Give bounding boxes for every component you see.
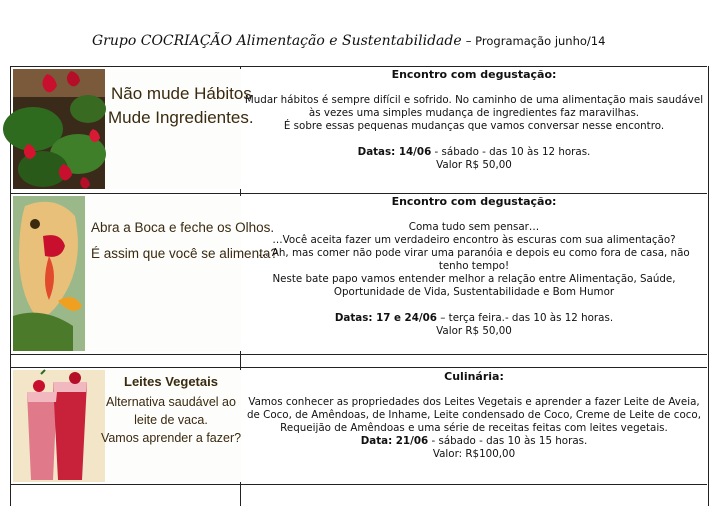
open-mouth-illustration — [13, 196, 278, 351]
vegetable-milk-image — [13, 370, 241, 482]
event-description — [242, 195, 706, 338]
page-title — [92, 33, 605, 49]
event-paragraph: Vamos conhecer as propriedades dos Leites Vegetais e aprender a fazer Leite de Aveia, de Coco, de Amêndoas, de Inhame, Leite condensado de Coco, Creme de Leite de coco, Requeijão de Amêndoas e uma série de receitas feitas com leites vegetais. — [247, 396, 701, 434]
image-caption-line: Não mude Hábitos — [111, 84, 252, 103]
event-paragraph: Coma tudo sem pensar… — [408, 221, 540, 233]
event-paragraph: É sobre essas pequenas mudanças que vamos conversar nesse encontro. — [283, 120, 665, 132]
group-title: Grupo COCRIAÇÃO Alimentação e Sustentabilidade — [92, 33, 462, 49]
image-caption-line: Abra a Boca e feche os Olhos. — [91, 220, 275, 235]
event-paragraph: …Você aceita fazer um verdadeiro encontro às escuras com sua alimentação? — [272, 234, 676, 246]
event-dates — [242, 312, 706, 325]
dates-label: Data: 21/06 — [360, 435, 429, 447]
event-paragraph: Neste bate papo vamos entender melhor a relação entre Alimentação, Saúde, Oportunidade de Vida, Sustentabilidade e Bom Humor — [272, 273, 676, 298]
strawberries-image — [13, 69, 254, 189]
dates-detail: - sábado - das 10 às 12 horas. — [431, 146, 591, 158]
event-heading: Culinária: — [444, 370, 504, 383]
table-divider — [10, 367, 707, 368]
event-description — [242, 370, 706, 461]
image-caption-line: Leites Vegetais — [124, 374, 218, 389]
image-caption-line: Vamos aprender a fazer? — [100, 431, 242, 445]
vegetable-milk-illustration — [13, 370, 241, 482]
strawberries-illustration — [13, 69, 254, 189]
event-price: Valor: R$100,00 — [432, 448, 516, 460]
event-paragraph: Mudar hábitos é sempre difícil e sofrido. No caminho de uma alimentação mais saudável às vezes uma simples mudança de ingredientes faz maravilhas. — [244, 94, 704, 119]
open-mouth-image — [13, 196, 278, 351]
dates-label: Datas: 17 e 24/06 — [334, 312, 437, 324]
program-subtitle: – Programação junho/14 — [465, 34, 606, 48]
event-price: Valor R$ 50,00 — [436, 325, 512, 337]
table-border — [10, 66, 707, 67]
event-paragraph: … Ah, mas comer não pode virar uma paranóia e depois eu como fora de casa, não tenho tempo! — [258, 247, 690, 272]
image-caption-line: É assim que você se alimenta? — [91, 246, 278, 261]
event-heading: Encontro com degustação: — [391, 68, 557, 81]
event-heading: Encontro com degustação: — [391, 195, 557, 208]
dates-detail: – terça feira.- das 10 às 12 horas. — [436, 312, 614, 324]
table-divider — [10, 193, 707, 194]
image-caption-line: Alternativa saudável ao — [106, 395, 236, 409]
table-divider — [10, 354, 707, 355]
event-dates — [242, 146, 706, 159]
event-price: Valor R$ 50,00 — [436, 159, 512, 171]
dates-detail: - sábado - das 10 às 15 horas. — [428, 435, 588, 447]
event-dates — [242, 435, 706, 448]
image-caption-line: leite de vaca. — [134, 413, 208, 427]
image-caption-line: Mude Ingredientes. — [108, 108, 254, 127]
dates-label: Datas: 14/06 — [357, 146, 432, 158]
table-divider — [10, 484, 707, 485]
event-description — [242, 68, 706, 172]
